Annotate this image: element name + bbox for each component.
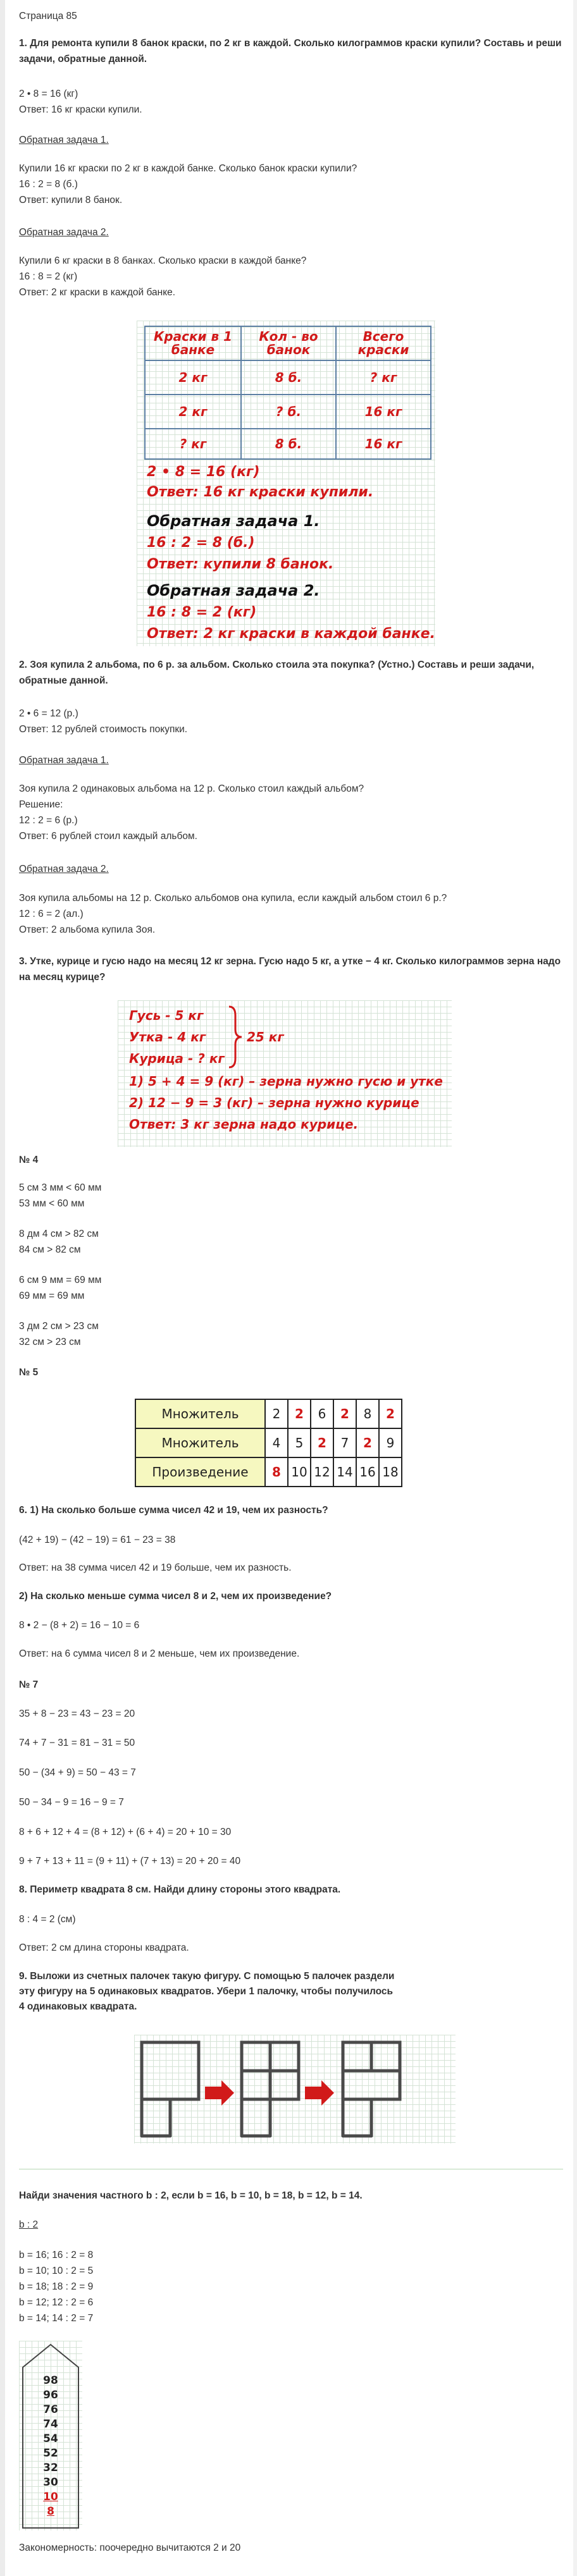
task4-line: 53 мм < 60 мм (19, 1198, 85, 1209)
task1-answer: Ответ: 16 кг краски купили. (19, 104, 142, 115)
task1-inverse2-calc: 16 : 8 = 2 (кг) (19, 271, 78, 282)
solution-line: 16 : 8 = 2 (кг) (147, 604, 257, 620)
table-cell: 14 (333, 1457, 356, 1487)
table-cell: ? кг (336, 360, 431, 395)
table-cell: 16 кг (336, 429, 431, 459)
table-cell: 2 кг (145, 360, 241, 395)
task1-inverse1-answer: Ответ: купили 8 банок. (19, 195, 123, 205)
task6-heading2: 2) На сколько меньше сумма чисел 8 и 2, чем их произведение? (19, 1591, 332, 1602)
table-cell: 2 (379, 1399, 402, 1428)
table-header-cell: Кол - во банок (241, 326, 336, 360)
task2-inverse1-calc: 12 : 2 = 6 (р.) (19, 815, 78, 826)
task7-heading: № 7 (19, 1679, 39, 1690)
tower-number: 8 (47, 2505, 54, 2518)
task4-heading: № 4 (19, 1155, 39, 1165)
table-cell: 7 (333, 1428, 356, 1457)
task2-inverse2-title: Обратная задача 2. (19, 864, 109, 874)
task2-inverse2-text: Зоя купила альбомы на 12 р. Сколько альбомов она купила, если каждый альбом стоил 6 р.? (19, 893, 447, 904)
table-cell: 8 (265, 1457, 288, 1487)
solution-line: Курица - ? кг (129, 1051, 225, 1066)
solution-line: Обратная задача 2. (147, 582, 320, 599)
tower-number: 76 (43, 2403, 58, 2416)
task9-sticks-image (134, 2035, 456, 2144)
task1-inverse2-answer: Ответ: 2 кг краски в каждой банке. (19, 287, 176, 298)
task7-line: 9 + 7 + 13 + 11 = (9 + 11) + (7 + 13) = 20 + 20 = 40 (19, 1856, 241, 1867)
task1-heading: 1. Для ремонта купили 8 банок краски, по 2 кг в каждой. Сколько килограммов краски купили? Составь и реши задачи, обратные данной. (19, 38, 562, 64)
solution-line: Гусь - 5 кг (129, 1008, 204, 1023)
solution-line: 2 • 8 = 16 (кг) (147, 464, 260, 480)
extra-line: b = 12; 12 : 2 = 6 (19, 2297, 94, 2308)
task1-data-table (144, 326, 431, 460)
task4-line: 32 см > 23 см (19, 1337, 81, 1347)
table-row (135, 1428, 402, 1457)
tower-number: 96 (43, 2389, 58, 2401)
table-row (135, 1399, 402, 1428)
tower-number: 98 (43, 2374, 58, 2387)
task5-table (135, 1399, 402, 1487)
task1-inverse1-text: Купили 16 кг краски по 2 кг в каждой банке. Сколько банок краски купили? (19, 163, 357, 174)
solution-line: Ответ: 3 кг зерна надо курице. (129, 1117, 359, 1132)
task4-line: 6 см 9 мм = 69 мм (19, 1275, 102, 1285)
table-cell: 10 (288, 1457, 311, 1487)
task2-inverse1-answer: Ответ: 6 рублей стоил каждый альбом. (19, 831, 197, 842)
solution-line: Утка - 4 кг (129, 1029, 206, 1045)
tower-number: 32 (43, 2462, 58, 2474)
task2-inverse1-text: Зоя купила 2 одинаковых альбома на 12 р. Сколько стоил каждый альбом? (19, 783, 364, 794)
task7-line: 8 + 6 + 12 + 4 = (8 + 12) + (6 + 4) = 20 + 10 = 30 (19, 1827, 232, 1837)
table-cell: ? б. (241, 395, 336, 429)
task1-inverse2-text: Купили 6 кг краски в 8 банках. Сколько краски в каждой банке? (19, 255, 307, 266)
task5-heading: № 5 (19, 1367, 39, 1378)
task1-solution-image (137, 321, 435, 646)
table-row (135, 1457, 402, 1487)
task4-line: 69 мм = 69 мм (19, 1291, 85, 1301)
task7-line: 50 − 34 − 9 = 16 − 9 = 7 (19, 1797, 124, 1808)
task2-inverse1-title: Обратная задача 1. (19, 755, 109, 766)
solution-line: Ответ: купили 8 банок. (147, 556, 334, 572)
extra-subheading: b : 2 (19, 2219, 39, 2230)
task1-calc: 2 • 8 = 16 (кг) (19, 89, 78, 99)
table-cell: 16 кг (336, 395, 431, 429)
tower-number: 52 (43, 2447, 58, 2460)
tower-number: 54 (43, 2432, 58, 2445)
task4-line: 5 см 3 мм < 60 мм (19, 1182, 102, 1193)
task1-inverse2-title: Обратная задача 2. (19, 227, 109, 238)
task6-calc2: 8 • 2 − (8 + 2) = 16 − 10 = 6 (19, 1620, 140, 1631)
task2-heading: 2. Зоя купила 2 альбома, по 6 р. за альбом. Сколько стоила эта покупка? (Устно.) Составь и реши задачи, обратные данной. (19, 659, 535, 686)
solution-total: 25 кг (247, 1029, 284, 1045)
solution-line: 16 : 2 = 8 (б.) (147, 535, 255, 551)
task7-line: 50 − (34 + 9) = 50 − 43 = 7 (19, 1767, 136, 1778)
table-cell: 2 (311, 1428, 333, 1457)
page-title: Страница 85 (19, 11, 77, 21)
task6-answer2: Ответ: на 6 сумма чисел 8 и 2 меньше, чем их произведение. (19, 1648, 300, 1659)
table-cell: 2 кг (145, 395, 241, 429)
tower-numbers (19, 2374, 82, 2519)
extra-heading: Найди значения частного b : 2, если b = 16, b = 10, b = 18, b = 12, b = 14. (19, 2190, 363, 2201)
table-header-cell: Всего краски (336, 326, 431, 360)
task9-heading: 9. Выложи из счетных палочек такую фигуру. С помощью 5 палочек раздели эту фигуру на 5 одинаковых квадратов. Убери 1 палочку, чтобы получилось 4 одинаковых квадрата. (19, 1971, 395, 2013)
table-cell: 8 (356, 1399, 379, 1428)
row-label: Множитель (135, 1428, 265, 1457)
task7-line: 35 + 8 − 23 = 43 − 23 = 20 (19, 1708, 135, 1719)
tower-number: 74 (43, 2418, 58, 2431)
table-cell: 8 б. (241, 429, 336, 459)
extra-line: b = 18; 18 : 2 = 9 (19, 2281, 94, 2292)
table-cell: 16 (356, 1457, 379, 1487)
curly-brace-icon (226, 1004, 245, 1070)
tower-number: 30 (43, 2476, 58, 2489)
tower-number: 10 (43, 2491, 58, 2503)
solution-line: Обратная задача 1. (147, 512, 320, 530)
sticks-figures-icon (134, 2035, 456, 2144)
table-cell: ? кг (145, 429, 241, 459)
table-cell: 8 б. (241, 360, 336, 395)
extra-line: b = 10; 10 : 2 = 5 (19, 2266, 94, 2276)
task2-inverse1-solution: Решение: (19, 799, 63, 810)
task2-inverse2-answer: Ответ: 2 альбома купила Зоя. (19, 924, 156, 935)
row-label: Множитель (135, 1399, 265, 1428)
task1-inverse1-title: Обратная задача 1. (19, 135, 109, 145)
task2-inverse2-calc: 12 : 6 = 2 (ал.) (19, 909, 84, 919)
task4-line: 8 дм 4 см > 82 см (19, 1229, 99, 1239)
task6-heading1: 6. 1) На сколько больше сумма чисел 42 и 19, чем их разность? (19, 1505, 328, 1516)
task7-line: 74 + 7 − 31 = 81 − 31 = 50 (19, 1738, 135, 1748)
table-header-cell: Краски в 1 банке (145, 326, 241, 360)
task8-calc: 8 : 4 = 2 (см) (19, 1914, 76, 1925)
number-tower-image (19, 2341, 82, 2530)
row-label: Произведение (135, 1457, 265, 1487)
table-cell: 18 (379, 1457, 402, 1487)
task8-heading: 8. Периметр квадрата 8 см. Найди длину стороны этого квадрата. (19, 1884, 341, 1895)
task2-calc: 2 • 6 = 12 (р.) (19, 708, 78, 719)
task4-line: 3 дм 2 см > 23 см (19, 1321, 99, 1332)
table-cell: 12 (311, 1457, 333, 1487)
task2-answer: Ответ: 12 рублей стоимость покупки. (19, 724, 188, 735)
table-cell: 9 (379, 1428, 402, 1457)
table-cell: 2 (265, 1399, 288, 1428)
solution-line: 2) 12 − 9 = 3 (кг) – зерна нужно курице (129, 1095, 419, 1110)
task3-heading: 3. Утке, курице и гусю надо на месяц 12 кг зерна. Гусю надо 5 кг, а утке − 4 кг. Сколько килограммов зерна надо на месяц курице? (19, 956, 561, 983)
task3-solution-image (118, 1000, 452, 1147)
extra-pattern: Закономерность: поочередно вычитаются 2 и 20 (19, 2542, 241, 2553)
table-cell: 4 (265, 1428, 288, 1457)
task1-inverse1-calc: 16 : 2 = 8 (б.) (19, 179, 78, 190)
table-cell: 2 (356, 1428, 379, 1457)
table-cell: 6 (311, 1399, 333, 1428)
task4-line: 84 см > 82 см (19, 1244, 81, 1255)
extra-line: b = 16; 16 : 2 = 8 (19, 2250, 94, 2260)
task6-calc1: (42 + 19) − (42 − 19) = 61 − 23 = 38 (19, 1535, 176, 1545)
task8-answer: Ответ: 2 см длина стороны квадрата. (19, 1942, 189, 1953)
table-cell: 5 (288, 1428, 311, 1457)
task6-answer1: Ответ: на 38 сумма чисел 42 и 19 больше, чем их разность. (19, 1562, 292, 1573)
solution-line: Ответ: 16 кг краски купили. (147, 484, 374, 500)
solution-line: 1) 5 + 4 = 9 (кг) – зерна нужно гусю и утке (129, 1074, 443, 1089)
table-cell: 2 (288, 1399, 311, 1428)
extra-line: b = 14; 14 : 2 = 7 (19, 2313, 94, 2324)
table-cell: 2 (333, 1399, 356, 1428)
solution-line: Ответ: 2 кг краски в каждой банке. (147, 626, 435, 642)
